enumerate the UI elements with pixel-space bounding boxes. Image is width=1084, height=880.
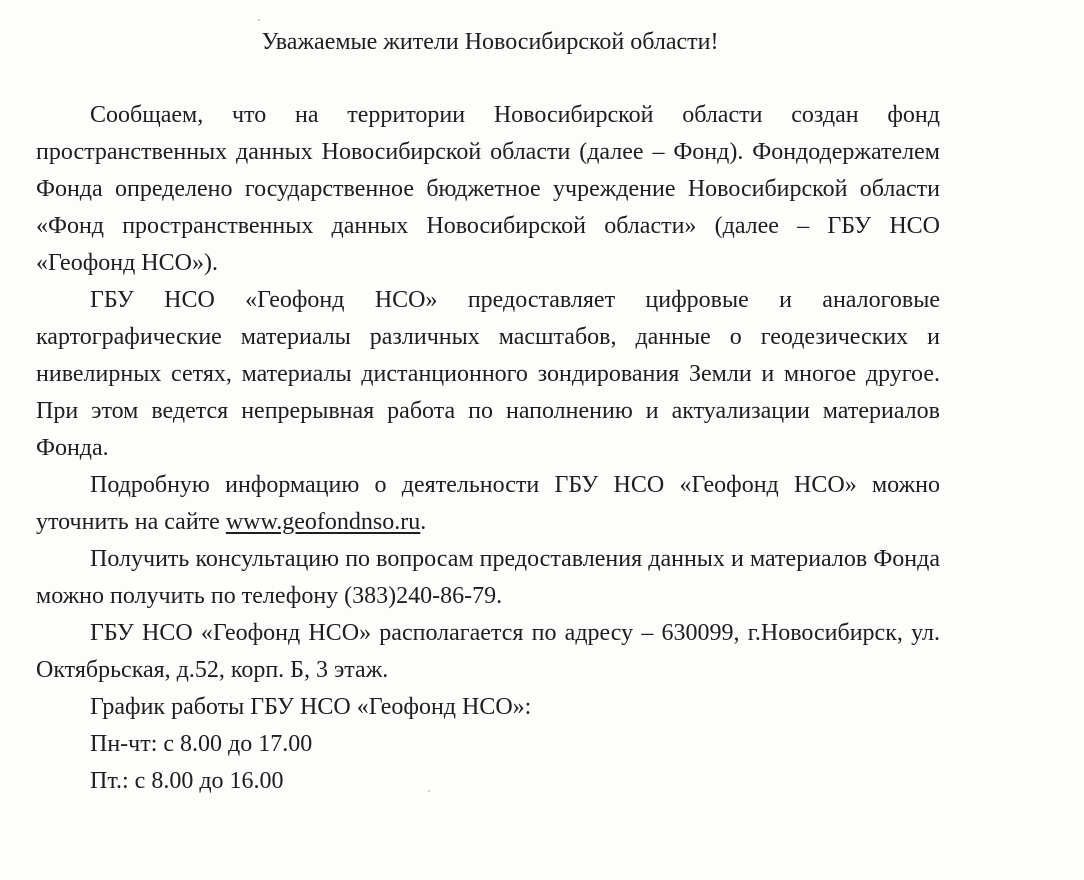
website-link[interactable]: www.geofondnso.ru [225,509,421,535]
website-period: . [420,509,427,535]
document-title: Уважаемые жители Новосибирской области! [261,29,719,55]
paragraph-services: ГБУ НСО «Геофонд НСО» предоставляет цифровые и аналоговые картографические материалы различных масштабов, данные о геодезических и нивелирных сетях, материалы дистанционного зондирования Земли и многое другое. При этом ведется непрерывная работа по наполнению и актуализации материалов Фонда. [36,287,940,461]
website-text: Подробную информацию о деятельности ГБУ НСО «Геофонд НСО» можно уточнить на сайте [36,472,940,535]
document-body [36,97,940,800]
paragraph-fund-created: Сообщаем, что на территории Новосибирской области создан фонд пространственных данных Новосибирской области (далее – Фонд). Фондодержателем Фонда определено государственное бюджетное учреждение Новосибирской области «Фонд пространственных данных Новосибирской области» (далее – ГБУ НСО «Геофонд НСО»). [36,102,940,276]
paragraph-address: ГБУ НСО «Геофонд НСО» располагается по адресу – 630099, г.Новосибирск, ул. Октябрьская, д.52, корп. Б, 3 этаж. [36,620,940,683]
schedule-mon-thu: Пн-чт: с 8.00 до 17.00 [90,731,313,757]
paragraph-website [36,467,940,541]
scan-speck [258,19,260,21]
scan-speck [428,790,430,792]
schedule-heading: График работы ГБУ НСО «Геофонд НСО»: [90,694,532,720]
paragraph-phone: Получить консультацию по вопросам предоставления данных и материалов Фонда можно получить по телефону (383)240-86-79. [36,546,940,609]
schedule-fri: Пт.: с 8.00 до 16.00 [90,768,284,794]
